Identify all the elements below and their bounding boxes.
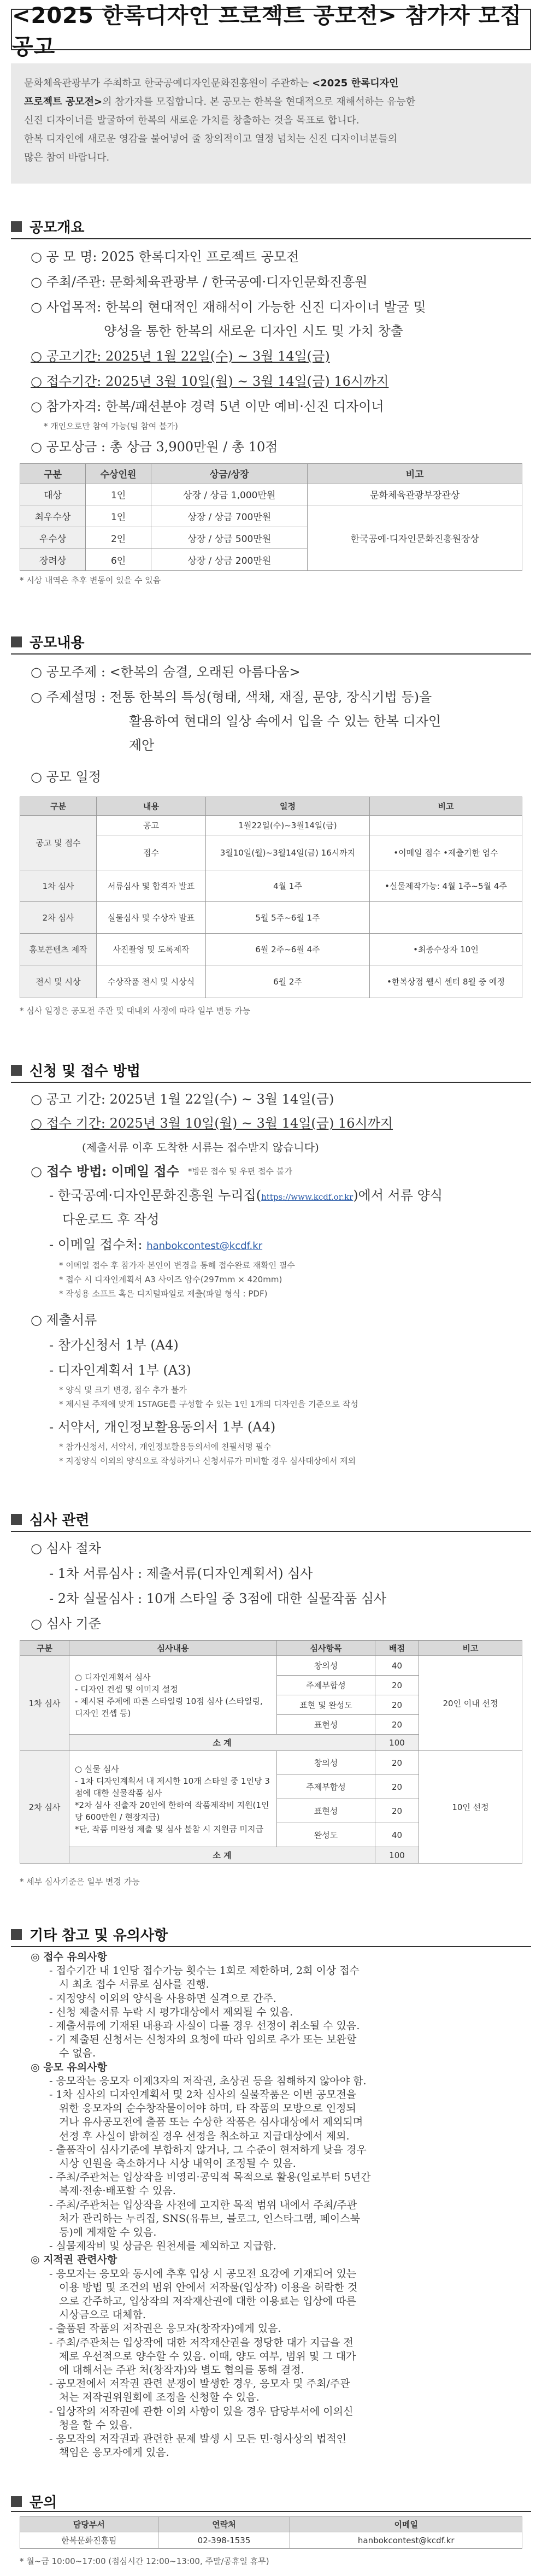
table-note: * 심사 일정은 공모전 주관 및 대내외 사정에 따라 일부 변동 가능 xyxy=(20,1006,251,1016)
table-cell: •최종수상자 10인 xyxy=(370,934,522,965)
table-cell: 홍보콘텐츠 제작 xyxy=(20,934,97,965)
table-cell: 20 xyxy=(375,1751,419,1775)
page-title: <2025 한록디자인 프로젝트 공모전> 참가자 모집 공고 xyxy=(11,9,531,50)
contact-email[interactable]: hanbokcontest@kcdf.kr xyxy=(290,2532,522,2549)
notice-heading: ◎ 응모 유의사항 xyxy=(31,2061,107,2073)
notice-heading: ◎ 지적권 관련사항 xyxy=(31,2254,117,2266)
table-cell: 6인 xyxy=(86,549,151,571)
notice-item: - 입상작의 저작권에 관한 이외 사항이 있을 경우 담당부서에 이의신 xyxy=(49,2405,354,2418)
table-cell: •실물제작가능: 4월 1주~5월 4주 xyxy=(370,870,522,902)
divider xyxy=(11,2511,531,2512)
apply-item: - 한국공예·디자인문화진흥원 누리집( xyxy=(49,1188,262,1203)
table-cell: 4월 1주 xyxy=(206,870,370,902)
section-title: 공모개요 xyxy=(30,220,85,236)
table-cell: 사진촬영 및 도록제작 xyxy=(97,934,206,965)
table-note: * 월~금 10:00~17:00 (점심시간 12:00~13:00, 주말/공휴일 휴무) xyxy=(20,2556,269,2566)
square-bullet-icon xyxy=(11,636,22,647)
section-heading xyxy=(11,1509,90,1529)
apply-note: * 양식 및 크기 변경, 접수 추가 불가 xyxy=(59,1385,187,1395)
table-cell: 실물심사 및 수상자 발표 xyxy=(97,902,206,934)
notice-item: - 접수기간 내 1인당 접수가능 횟수는 1회로 제한하며, 2회 이상 접수 xyxy=(49,1965,360,1977)
notice-item: 처가 관리하는 누리집, SNS(유튜브, 블로그, 인스타그램, 페이스북 xyxy=(59,2212,360,2225)
table-cell: 10인 선정 xyxy=(419,1751,522,1864)
notice-item: 에 대해서는 주관 처(창작자)와 별도 협의를 통해 결정. xyxy=(59,2364,304,2376)
table-cell: 전시 및 시상 xyxy=(20,965,97,998)
apply-item: - 디자인계획서 1부 (A3) xyxy=(49,1363,191,1378)
table-cell xyxy=(370,902,522,934)
table-cell: 소 계 xyxy=(69,1847,375,1864)
divider xyxy=(11,653,531,655)
table-cell: 20 xyxy=(375,1695,419,1715)
table-cell: 상장 / 상금 500만원 xyxy=(151,527,308,549)
table-cell: 02-398-1535 xyxy=(158,2532,290,2549)
apply-item: )에서 서류 양식 xyxy=(353,1188,443,1203)
notice-item: 복제·전송·배포할 수 있음. xyxy=(59,2185,176,2197)
section-heading xyxy=(11,1924,168,1944)
section-heading xyxy=(11,2491,57,2512)
table-note: * 시상 내역은 추후 변동이 있을 수 있음 xyxy=(20,575,161,585)
apply-item: ○ 공고 기간: 2025년 1월 22일(수) ~ 3월 14일(금) xyxy=(31,1092,334,1107)
table-cell: 100 xyxy=(375,1847,419,1864)
notice-item: - 출품된 작품의 저작권은 응모자(창작자)에게 있음. xyxy=(49,2322,281,2335)
table-cell: 20 xyxy=(375,1676,419,1695)
table-cell: 6월 2주 xyxy=(206,965,370,998)
divider xyxy=(11,238,531,239)
notice-item: - 기 제출된 신청서는 신청자의 요청에 따라 임의로 추가 또는 보완할 xyxy=(49,2033,357,2046)
table-cell xyxy=(370,816,522,835)
overview-item: ○ 공모상금 : 총 상금 3,900만원 / 총 10점 xyxy=(31,439,278,455)
overview-item: ○ 주최/주관: 문화체육관광부 / 한국공예·디자인문화진흥원 xyxy=(31,274,368,290)
table-cell: 소 계 xyxy=(69,1735,375,1751)
notice-item: 시 최초 접수 서류로 심사를 진행. xyxy=(59,1978,209,1991)
notice-item: - 응모작는 응모자 이제3자의 저작권, 초상권 등을 침해하지 않아야 함. xyxy=(49,2074,367,2087)
intro-bold: 프로젝트 공모전> xyxy=(24,96,103,108)
overview-item: 양성을 통한 한복의 새로운 디자인 시도 및 가치 창출 xyxy=(104,323,403,339)
intro-box xyxy=(11,63,531,184)
table-cell: 상장 / 상금 200만원 xyxy=(151,549,308,571)
notice-item: - 실물제작비 및 상금은 원천세를 제외하고 지급함. xyxy=(49,2240,276,2253)
table-header: 심사항목 xyxy=(277,1641,375,1656)
apply-note: * 이메일 접수 후 참가자 본인이 변경을 통해 접수완료 재확인 필수 xyxy=(59,1260,295,1270)
section-title: 심사 관련 xyxy=(30,1512,90,1529)
apply-note: * 지정양식 이외의 양식으로 작성하거나 신청서류가 미비할 경우 심사대상에서 제외 xyxy=(59,1456,356,1466)
notice-item: 위한 응모자의 순수창작물이어야 하며, 타 작품의 모방으로 인정되 xyxy=(59,2102,356,2115)
notice-item: - 응모작의 저작권과 관련한 문제 발생 시 모든 민·형사상의 법적인 xyxy=(49,2433,347,2445)
section-heading xyxy=(11,632,84,652)
criteria-text: ○ 디자인계획서 심사 xyxy=(75,1672,151,1682)
table-header: 구분 xyxy=(20,1641,69,1656)
table-cell: 장려상 xyxy=(20,549,86,571)
table-cell: 40 xyxy=(375,1823,419,1847)
review-item: - 2차 실물심사 : 10개 스타일 중 3점에 대한 실물작품 심사 xyxy=(49,1591,387,1606)
intro-text: 문화체육관광부가 주최하고 한국공예디자인문화진흥원이 주관하는 xyxy=(24,78,313,89)
table-cell: 한복문화진흥팀 xyxy=(20,2532,158,2549)
apply-item: - 이메일 접수처: xyxy=(49,1237,147,1252)
schedule-table xyxy=(20,797,522,998)
overview-item: ○ 공 모 명: 2025 한록디자인 프로젝트 공모전 xyxy=(31,249,299,264)
criteria-text: *2차 심사 진출자 20인에 한하여 작품제작비 지원(1인당 600만원 / 현장지급) xyxy=(75,1800,269,1822)
table-cell: 1인 xyxy=(86,484,151,505)
notice-item: - 출품작이 심사기준에 부합하지 않거나, 그 수준이 현저하게 낮을 경우 xyxy=(49,2143,367,2156)
overview-item: ○ 참가자격: 한복/패션분야 경력 5년 이만 예비·신진 디자이너 xyxy=(31,399,384,414)
notice-item: 으로 간주하고, 입상작의 저작재산권에 대한 이용료는 입상에 따른 xyxy=(59,2295,356,2307)
apply-note: * 작성용 소프트 혹은 디지털파일로 제출(파일 형식 : PDF) xyxy=(59,1289,268,1299)
notice-item: 이용 방법 및 조건의 범위 안에서 저작물(입상작) 이용을 허락한 것 xyxy=(59,2281,358,2294)
overview-item: ○ 사업목적: 한복의 현대적인 재해석이 가능한 신진 디자이너 발굴 및 xyxy=(31,299,426,315)
table-header: 이메일 xyxy=(290,2517,522,2532)
square-bullet-icon xyxy=(11,1514,22,1525)
square-bullet-icon xyxy=(11,1065,22,1076)
table-cell: 한국공예·디자인문화진흥원장상 xyxy=(308,505,522,571)
notice-item: 거나 유사공모전에 출품 또는 수상한 작품은 심사대상에서 제외되며 xyxy=(59,2116,363,2129)
overview-item: ○ 공고기간: 2025년 1월 22일(수) ~ 3월 14일(금) xyxy=(31,349,330,364)
criteria-table xyxy=(20,1640,522,1864)
table-cell xyxy=(69,1656,277,1735)
notice-item: 시상 인원을 축소하거나 시상 내역이 조정될 수 있음. xyxy=(59,2158,296,2170)
table-cell: 수상작품 전시 및 시상식 xyxy=(97,965,206,998)
table-note: * 세부 심사기준은 일부 변경 가능 xyxy=(20,1877,140,1887)
notice-item: 수 없음. xyxy=(59,2047,96,2060)
homepage-link[interactable]: https://www.kcdf.or.kr xyxy=(261,1192,354,1202)
table-cell: •이메일 접수 •제출기한 엄수 xyxy=(370,835,522,870)
table-cell: 2인 xyxy=(86,527,151,549)
criteria-text: - 디자인 컨셉 및 이미지 설정 xyxy=(75,1684,178,1694)
table-cell: 최우수상 xyxy=(20,505,86,527)
notice-item: - 제출서류에 기재된 내용과 사실이 다를 경우 선정이 취소될 수 있음. xyxy=(49,2020,360,2032)
table-cell: 20 xyxy=(375,1799,419,1823)
square-bullet-icon xyxy=(11,221,22,232)
content-item: ○ 공모 일정 xyxy=(31,769,101,785)
criteria-text: - 1차 디자인계획서 내 제시한 10개 스타일 중 1인당 3점에 대한 실물작품 심사 xyxy=(75,1776,270,1798)
notice-item: 선정 후 사실이 밝혀질 경우 선정을 취소하고 지급대상에서 제외. xyxy=(59,2130,350,2142)
divider xyxy=(11,1531,531,1532)
notice-item: - 응모자는 응모와 동시에 추후 입상 시 공모전 요강에 기재되어 있는 xyxy=(49,2267,357,2280)
table-cell: 2차 심사 xyxy=(20,1751,69,1864)
notice-item: - 주최/주관처는 입상작을 비영리·공익적 목적으로 활용(일로부터 5년간 xyxy=(49,2171,371,2184)
table-cell: •한복상점 웰시 센터 8월 중 예정 xyxy=(370,965,522,998)
table-header: 구분 xyxy=(20,797,97,816)
table-cell: 우수상 xyxy=(20,527,86,549)
notice-item: 제로 우선적으로 양수할 수 있음. 이때, 양도 여부, 범위 및 그 대가 xyxy=(59,2350,356,2362)
notice-item: - 지정양식 이외의 양식을 사용하면 실격으로 간주. xyxy=(49,1992,276,2005)
apply-item: ○ 제출서류 xyxy=(31,1312,97,1328)
divider xyxy=(11,1946,531,1947)
table-cell: 창의성 xyxy=(277,1656,375,1676)
review-item: ○ 심사 절차 xyxy=(31,1541,101,1556)
table-cell: 100 xyxy=(375,1735,419,1751)
table-cell: 상장 / 상금 700만원 xyxy=(151,505,308,527)
table-header: 비고 xyxy=(419,1641,522,1656)
criteria-text: *단, 작품 미완성 제출 및 심사 불참 시 지원금 미지급 xyxy=(75,1824,263,1834)
table-cell: 20 xyxy=(375,1715,419,1735)
table-cell: 공고 및 접수 xyxy=(20,816,97,870)
notice-item: 청을 할 수 있음. xyxy=(59,2419,133,2431)
table-cell: 6월 2주~6월 4주 xyxy=(206,934,370,965)
section-heading xyxy=(11,1060,140,1080)
table-cell: 2차 심사 xyxy=(20,902,97,934)
square-bullet-icon xyxy=(11,1929,22,1940)
notice-item: 처는 저작권위원회에 조정을 신청할 수 있음. xyxy=(59,2391,260,2404)
table-header: 내용 xyxy=(97,797,206,816)
apply-item: (제출서류 이후 도착한 서류는 접수받지 않습니다) xyxy=(82,1141,319,1154)
overview-item: ○ 접수기간: 2025년 3월 10일(월) ~ 3월 14일(금) 16시까지 xyxy=(31,374,389,389)
table-header: 배점 xyxy=(375,1641,419,1656)
table-header: 구분 xyxy=(20,464,86,484)
divider xyxy=(11,1082,531,1083)
section-title: 신청 및 접수 방법 xyxy=(30,1063,140,1080)
apply-item: ○ 접수 기간: 2025년 3월 10일(월) ~ 3월 14일(금) 16시까지 xyxy=(31,1116,393,1131)
table-cell: 창의성 xyxy=(277,1751,375,1775)
intro-text: 의 참가자를 모집합니다. 본 공모는 한복을 현대적으로 재해석하는 유능한 xyxy=(102,96,416,108)
criteria-text: - 제시된 주제에 따른 스타일링 10점 심사 (스타일링, 디자인 컨셉 등) xyxy=(75,1696,263,1718)
content-item: ○ 공모주제 : <한복의 숨결, 오래된 아름다움> xyxy=(31,664,301,680)
table-cell: 1인 xyxy=(86,505,151,527)
apply-item: - 참가신청서 1부 (A4) xyxy=(49,1337,179,1353)
table-cell: 3월10일(월)~3월14일(금) 16시까지 xyxy=(206,835,370,870)
contact-table xyxy=(20,2516,522,2549)
intro-text: 신진 디자이너를 발굴하여 한복의 새로운 가치를 창출하는 것을 목표로 합니다. xyxy=(24,115,360,126)
table-cell: 대상 xyxy=(20,484,86,505)
table-cell: 서류심사 및 합격자 발표 xyxy=(97,870,206,902)
apply-note: * 제시된 주제에 맞게 1STAGE를 구성할 수 있는 1인 1개의 디자인을 기준으로 작성 xyxy=(59,1399,358,1409)
table-cell: 문화체육관광부장관상 xyxy=(308,484,522,505)
table-cell: 1차 심사 xyxy=(20,1656,69,1751)
table-header: 일정 xyxy=(206,797,370,816)
table-header: 상금/상장 xyxy=(151,464,308,484)
table-cell: 주제부합성 xyxy=(277,1775,375,1799)
section-title: 공모내용 xyxy=(30,635,85,651)
table-header: 수상인원 xyxy=(86,464,151,484)
apply-item: ○ 접수 방법: 이메일 접수 xyxy=(31,1163,179,1179)
notice-item: - 1차 심사의 디자인계획서 및 2차 심사의 실물작품은 이번 공모전을 xyxy=(49,2089,357,2101)
apply-note: * 접수 시 디자인계획서 A3 사이즈 암수(297mm × 420mm) xyxy=(59,1275,282,1284)
content-item: 활용하여 현대의 일상 속에서 입을 수 있는 한복 디자인 xyxy=(129,714,441,729)
table-header: 심사내용 xyxy=(69,1641,277,1656)
email-link[interactable]: hanbokcontest@kcdf.kr xyxy=(146,1240,263,1252)
table-header: 비고 xyxy=(308,464,522,484)
content-item: ○ 주제설명 : 전통 한복의 특성(형태, 색채, 재질, 문양, 장식기법 등)을 xyxy=(31,689,432,705)
content-item: 제안 xyxy=(129,738,155,753)
table-cell: 1월22일(수)~3월14일(금) xyxy=(206,816,370,835)
apply-item: 다운로드 후 작성 xyxy=(62,1212,160,1227)
notice-item: 책임은 응모자에게 있음. xyxy=(59,2447,169,2459)
table-cell xyxy=(69,1751,277,1847)
intro-bold: <2025 한록디자인 xyxy=(312,78,399,89)
apply-item: - 서약서, 개인정보활용동의서 1부 (A4) xyxy=(49,1419,276,1435)
table-cell: 40 xyxy=(375,1656,419,1676)
table-cell: 1차 심사 xyxy=(20,870,97,902)
criteria-text: ○ 실물 심사 xyxy=(75,1764,119,1774)
notice-item: - 공모전에서 저작권 관련 분쟁이 발생한 경우, 응모자 및 주최/주관 xyxy=(49,2378,350,2390)
table-cell: 표현성 xyxy=(277,1715,375,1735)
notice-item: - 주최/주관처는 입상작에 대한 저작재산권을 정당한 대가 지급을 전 xyxy=(49,2336,354,2349)
table-cell: 공고 xyxy=(97,816,206,835)
apply-note: * 참가신청서, 서약서, 개인정보활용동의서에 친필서명 필수 xyxy=(59,1442,272,1452)
table-cell: 표현 및 완성도 xyxy=(277,1695,375,1715)
review-item: ○ 심사 기준 xyxy=(31,1616,101,1631)
table-header: 비고 xyxy=(370,797,522,816)
notice-heading: ◎ 접수 유의사항 xyxy=(31,1951,107,1963)
table-header: 담당부서 xyxy=(20,2517,158,2532)
table-cell: 20 xyxy=(375,1775,419,1799)
section-heading xyxy=(11,216,84,237)
notice-item: 시상금으로 대체함. xyxy=(59,2309,146,2321)
table-cell: 5월 5주~6월 1주 xyxy=(206,902,370,934)
review-item: - 1차 서류심사 : 제출서류(디자인계획서) 심사 xyxy=(49,1566,313,1581)
section-title: 기타 참고 및 유의사항 xyxy=(30,1927,168,1944)
notice-item: - 신청 제출서류 누락 시 평가대상에서 제외될 수 있음. xyxy=(49,2006,293,2018)
table-cell: 상장 / 상금 1,000만원 xyxy=(151,484,308,505)
overview-note: * 개인으로만 참여 가능(팀 참여 불가) xyxy=(44,421,178,431)
table-cell: 20인 이내 선정 xyxy=(419,1656,522,1751)
table-cell: 주제부합성 xyxy=(277,1676,375,1695)
intro-text: 한복 디자인에 새로운 영감을 불어넣어 줄 창의적이고 열정 넘치는 신진 디자이너분들의 xyxy=(24,133,398,145)
square-bullet-icon xyxy=(11,2496,22,2507)
prize-table xyxy=(20,463,522,571)
section-title: 문의 xyxy=(30,2495,57,2511)
table-header: 연락처 xyxy=(158,2517,290,2532)
intro-text: 많은 참여 바랍니다. xyxy=(24,152,110,163)
table-cell: 접수 xyxy=(97,835,206,870)
table-cell: 완성도 xyxy=(277,1823,375,1847)
table-cell: 표현성 xyxy=(277,1799,375,1823)
apply-note: *방문 접수 및 우편 접수 불가 xyxy=(188,1166,292,1176)
notice-item: - 주최/주관처는 입상작을 사전에 고지한 목적 범위 내에서 주최/주관 xyxy=(49,2198,357,2211)
notice-item: 등)에 게재할 수 있음. xyxy=(59,2226,157,2238)
